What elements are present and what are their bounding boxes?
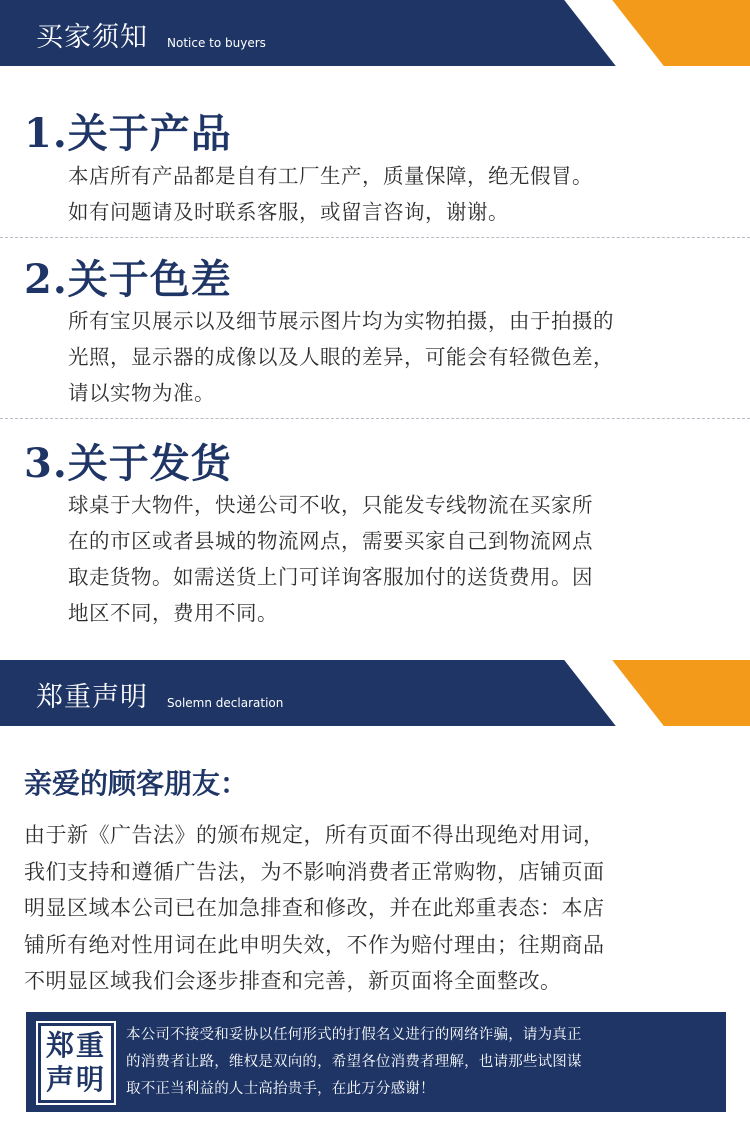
anti-fraud-notice-text [126,1022,722,1103]
declaration-banner [0,660,750,726]
section-body-color [68,303,614,411]
notice-line: 本公司不接受和妥协以任何形式的打假名义进行的网络诈骗，请为真正 [126,1027,582,1043]
body-line: 铺所有绝对性用词在此申明失效，不作为赔付理由；往期商品 [24,932,605,957]
section-heading-product: 1.关于产品 [24,110,232,157]
body-line: 在的市区或者县城的物流网点，需要买家自己到物流网点 [68,529,593,553]
body-line: 地区不同，费用不同。 [68,601,278,625]
banner-title: 买家须知 [36,22,148,53]
banner-title: 郑重声明 [36,682,148,713]
declaration-greeting: 亲爱的顾客朋友： [24,767,249,800]
section-body-product [68,158,593,230]
section-divider [0,418,750,419]
notice-line: 取不正当利益的人士高抬贵手，在此万分感谢！ [126,1081,435,1097]
stamp-line: 声明 [45,1063,106,1096]
section-heading-color: 2.关于色差 [24,256,232,303]
section-divider [0,237,750,238]
body-line: 取走货物。如需送货上门可详询客服加付的送货费用。因 [68,565,593,589]
declaration-body [24,817,605,1000]
body-line: 请以实物为准。 [68,381,215,405]
body-line: 不明显区域我们会逐步排查和完善，新页面将全面整改。 [24,969,562,993]
banner-subtitle: Solemn declaration [167,696,284,710]
section-heading-shipping: 3.关于发货 [24,440,232,487]
notice-line: 的消费者让路，维权是双向的，希望各位消费者理解，也请那些试图谋 [126,1054,582,1070]
body-line: 明显区域本公司已在加急排查和修改，并在此郑重表态：本店 [24,896,605,920]
body-line: 本店所有产品都是自有工厂生产，质量保障，绝无假冒。 [68,164,593,188]
body-line: 如有问题请及时联系客服，或留言咨询，谢谢。 [68,200,509,224]
body-line: 所有宝贝展示以及细节展示图片均为实物拍摄，由于拍摄的 [68,309,614,333]
body-line: 我们支持和遵循广告法，为不影响消费者正常购物，店铺页面 [24,859,605,884]
notice-banner [0,0,750,66]
body-line: 光照，显示器的成像以及人眼的差异，可能会有轻微色差， [68,345,614,369]
solemn-declaration-stamp [38,1023,114,1103]
body-line: 由于新《广告法》的颁布规定，所有页面不得出现绝对用词， [24,823,605,847]
section-body-shipping [68,487,593,631]
banner-subtitle: Notice to buyers [167,36,266,50]
stamp-line: 郑重 [45,1029,106,1062]
body-line: 球桌于大物件，快递公司不收，只能发专线物流在买家所 [68,493,593,517]
